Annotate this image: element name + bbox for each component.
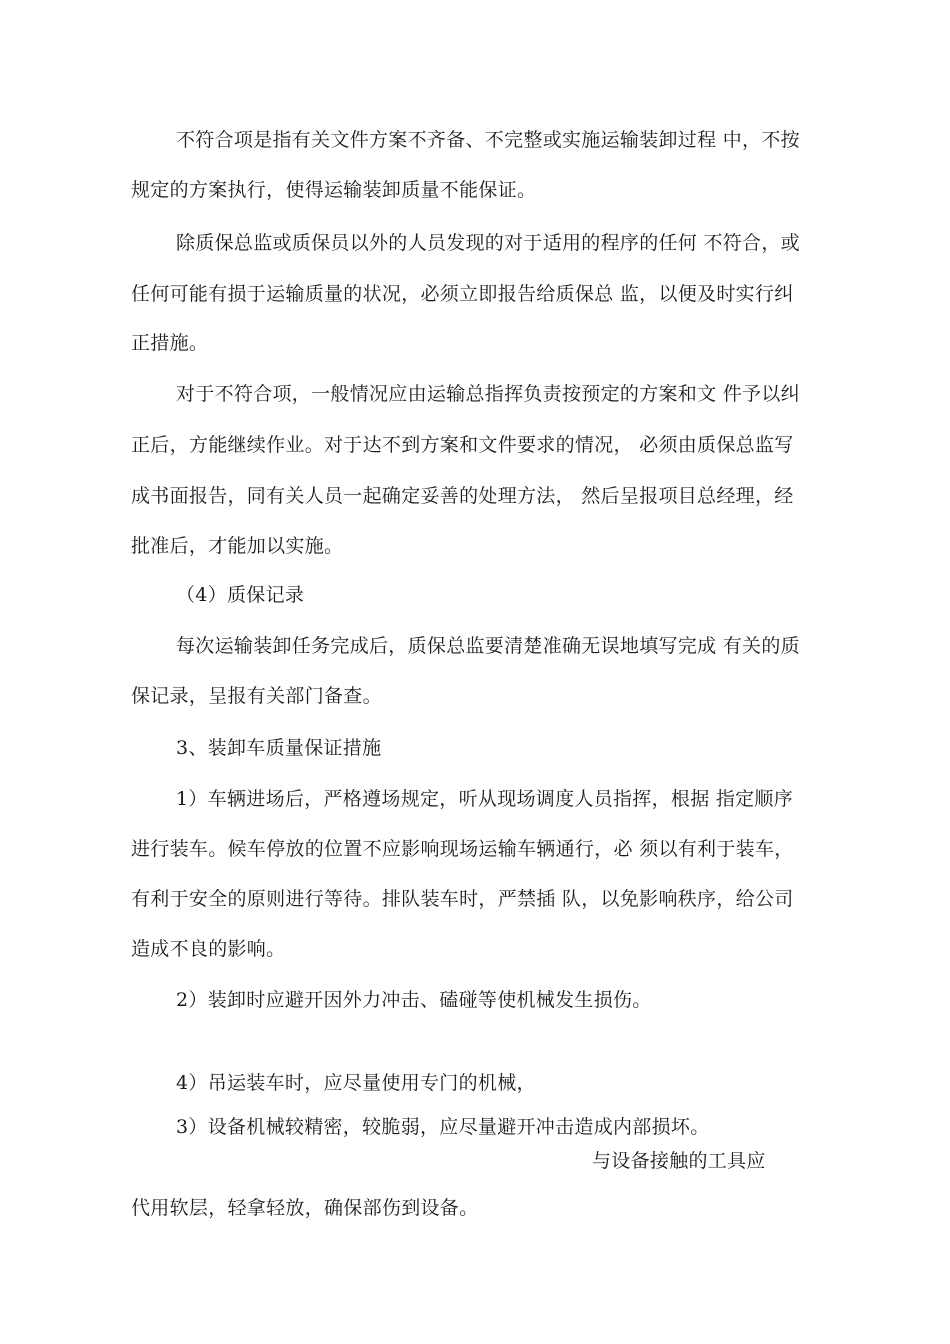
paragraph-7-line-3: 有利于安全的原则进行等待。排队装车时，严禁插 队，以免影响秩序，给公司 xyxy=(131,888,794,910)
paragraph-7-line-4: 造成不良的影响。 xyxy=(131,938,286,960)
paragraph-2-line-3: 正措施。 xyxy=(131,332,209,354)
paragraph-3-line-4: 批准后，才能加以实施。 xyxy=(131,535,344,557)
paragraph-2-line-1: 除质保总监或质保员以外的人员发现的对于适用的程序的任何 不符合，或 xyxy=(176,232,800,254)
paragraph-3-line-2: 正后，方能继续作业。对于达不到方案和文件要求的情况， 必须由质保总监写 xyxy=(131,434,794,456)
item-2-line: 2）装卸时应避开因外力冲击、磕碰等使机械发生损伤。 xyxy=(176,989,652,1011)
paragraph-2-line-2: 任何可能有损于运输质量的状况，必须立即报告给质保总 监，以便及时实行纠 xyxy=(131,283,794,305)
paragraph-7-line-2: 进行装车。候车停放的位置不应影响现场运输车辆通行，必 须以有利于装车， xyxy=(131,838,794,860)
section-heading-quality-records: （4）质保记录 xyxy=(176,584,305,606)
paragraph-3-line-3: 成书面报告，同有关人员一起确定妥善的处理方法， 然后呈报项目总经理，经 xyxy=(131,485,794,507)
item-4-line: 4）吊运装车时，应尽量使用专门的机械， xyxy=(176,1072,536,1094)
fragment-line: 与设备接触的工具应 xyxy=(592,1150,766,1172)
item-3-line: 3）设备机械较精密，较脆弱，应尽量避开冲击造成内部损坏。 xyxy=(176,1116,710,1138)
paragraph-5-line-2: 保记录，呈报有关部门备查。 xyxy=(131,685,382,707)
paragraph-3-line-1: 对于不符合项，一般情况应由运输总指挥负责按预定的方案和文 件予以纠 xyxy=(176,383,800,405)
paragraph-1-line-2: 规定的方案执行，使得运输装卸质量不能保证。 xyxy=(131,179,537,201)
final-line: 代用软层，轻拿轻放，确保部伤到设备。 xyxy=(131,1197,479,1219)
paragraph-1-line-1: 不符合项是指有关文件方案不齐备、不完整或实施运输装卸过程 中，不按 xyxy=(176,129,800,151)
section-heading-loading-measures: 3、装卸车质量保证措施 xyxy=(176,737,382,759)
paragraph-5-line-1: 每次运输装卸任务完成后，质保总监要清楚准确无误地填写完成 有关的质 xyxy=(176,635,800,657)
paragraph-7-line-1: 1）车辆进场后，严格遵场规定，听从现场调度人员指挥，根据 指定顺序 xyxy=(176,788,794,810)
